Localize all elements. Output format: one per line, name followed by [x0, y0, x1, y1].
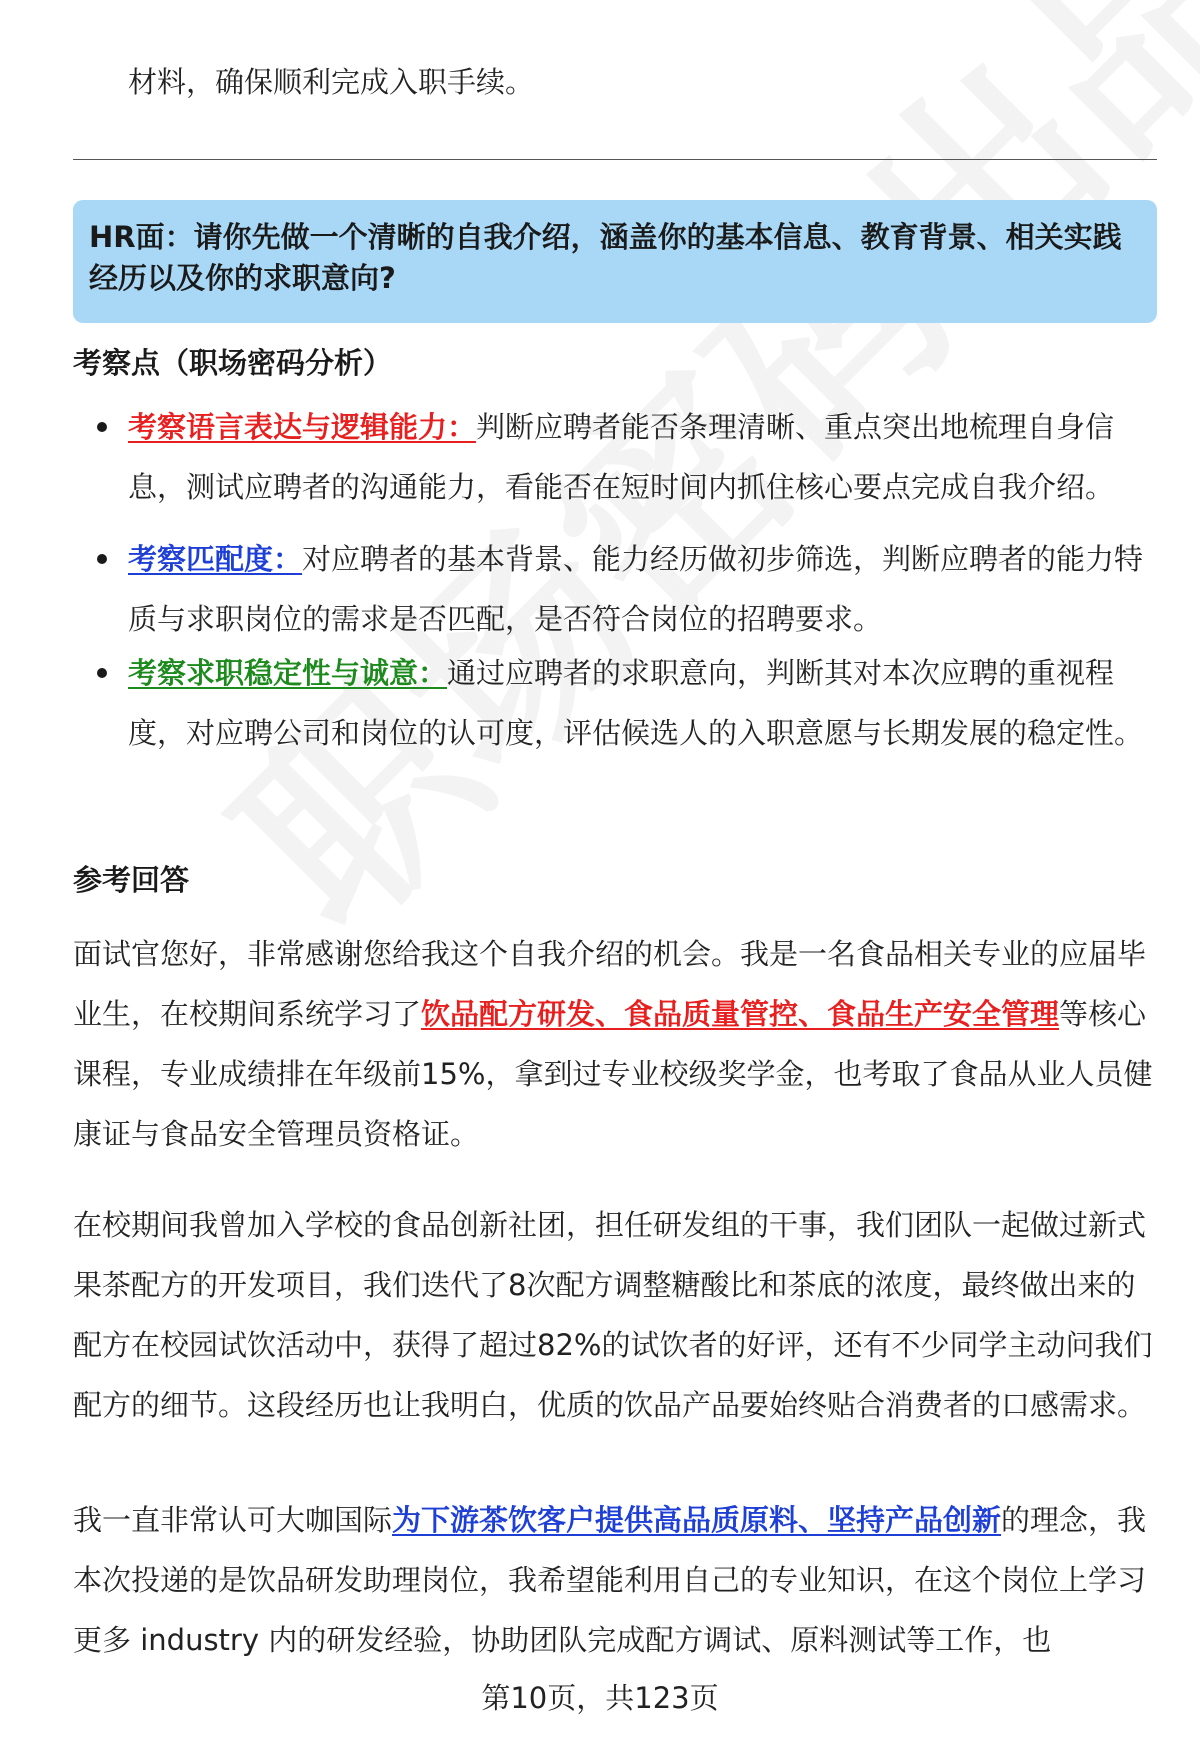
question-text: HR面：请你先做一个清晰的自我介绍，涵盖你的基本信息、教育背景、相关实践经历以及你的求职意向? [89, 220, 1122, 295]
bullet-dot-3 [97, 668, 107, 678]
bullet-dot-1 [97, 422, 107, 432]
answer-paragraph-2: 在校期间我曾加入学校的食品创新社团，担任研发组的干事，我们团队一起做过新式果茶配方的开发项目，我们迭代了8次配方调整糖酸比和茶底的浓度，最终做出来的配方在校园试饮活动中，获得了超过82%的试饮者的好评，还有不少同学主动问我们配方的细节。这段经历也让我明白，优质的饮品产品要始终贴合消费者的口感需求。 [73, 1208, 1153, 1422]
bullet-text-2: 对应聘者的基本背景、能力经历做初步筛选，判断应聘者的能力特质与求职岗位的需求是否匹配，是否符合岗位的招聘要求。 [128, 542, 1144, 636]
answer-paragraph-3 [73, 1490, 1157, 1670]
bullet-label-3: 考察求职稳定性与诚意： [128, 656, 448, 690]
answer-p1-text-b: 等核心课程，专业成绩排在年级前15%，拿到过专业校级奖学金，也考取了食品从业人员健康证与食品安全管理员资格证。 [73, 997, 1153, 1151]
answer-p3-highlight: 为下游茶饮客户提供高品质原料、坚持产品创新 [392, 1503, 1002, 1537]
answer-paragraph-1 [73, 924, 1157, 1164]
bullet-text-3: 通过应聘者的求职意向，判断其对本次应聘的重视程度，对应聘公司和岗位的认可度，评估候选人的入职意愿与长期发展的稳定性。 [128, 656, 1144, 750]
answer-p3-text-b: 的理念，我本次投递的是饮品研发助理岗位，我希望能利用自己的专业知识，在这个岗位上学习更多 industry 内的研发经验，协助团队完成配方调试、原料测试等工作，也 [73, 1503, 1147, 1657]
bullet-item-1 [128, 397, 1158, 517]
answer-p1-highlight: 饮品配方研发、食品质量管控、食品生产安全管理 [421, 997, 1060, 1031]
bullet-label-1: 考察语言表达与逻辑能力： [128, 410, 477, 444]
analysis-heading: 考察点（职场密码分析） [73, 346, 393, 380]
continuation-text: 材料，确保顺利完成入职手续。 [128, 65, 535, 99]
bullet-dot-2 [97, 554, 107, 564]
answer-heading: 参考回答 [73, 863, 190, 897]
bullet-item-3 [128, 643, 1158, 763]
bullet-label-2: 考察匹配度： [128, 542, 303, 576]
answer-p3-text-a: 我一直非常认可大咖国际 [73, 1503, 393, 1537]
bullet-item-2 [128, 529, 1158, 649]
bullet-text-1: 判断应聘者能否条理清晰、重点突出地梳理自身信息，测试应聘者的沟通能力，看能否在短时间内抓住核心要点完成自我介绍。 [128, 410, 1115, 504]
section-divider [73, 159, 1157, 160]
page-footer: 第10页，共123页 [481, 1681, 719, 1715]
answer-p1-text-a: 面试官您好，非常感谢您给我这个自我介绍的机会。我是一名食品相关专业的应届毕业生，在校期间系统学习了 [73, 937, 1147, 1031]
question-box [73, 200, 1157, 323]
